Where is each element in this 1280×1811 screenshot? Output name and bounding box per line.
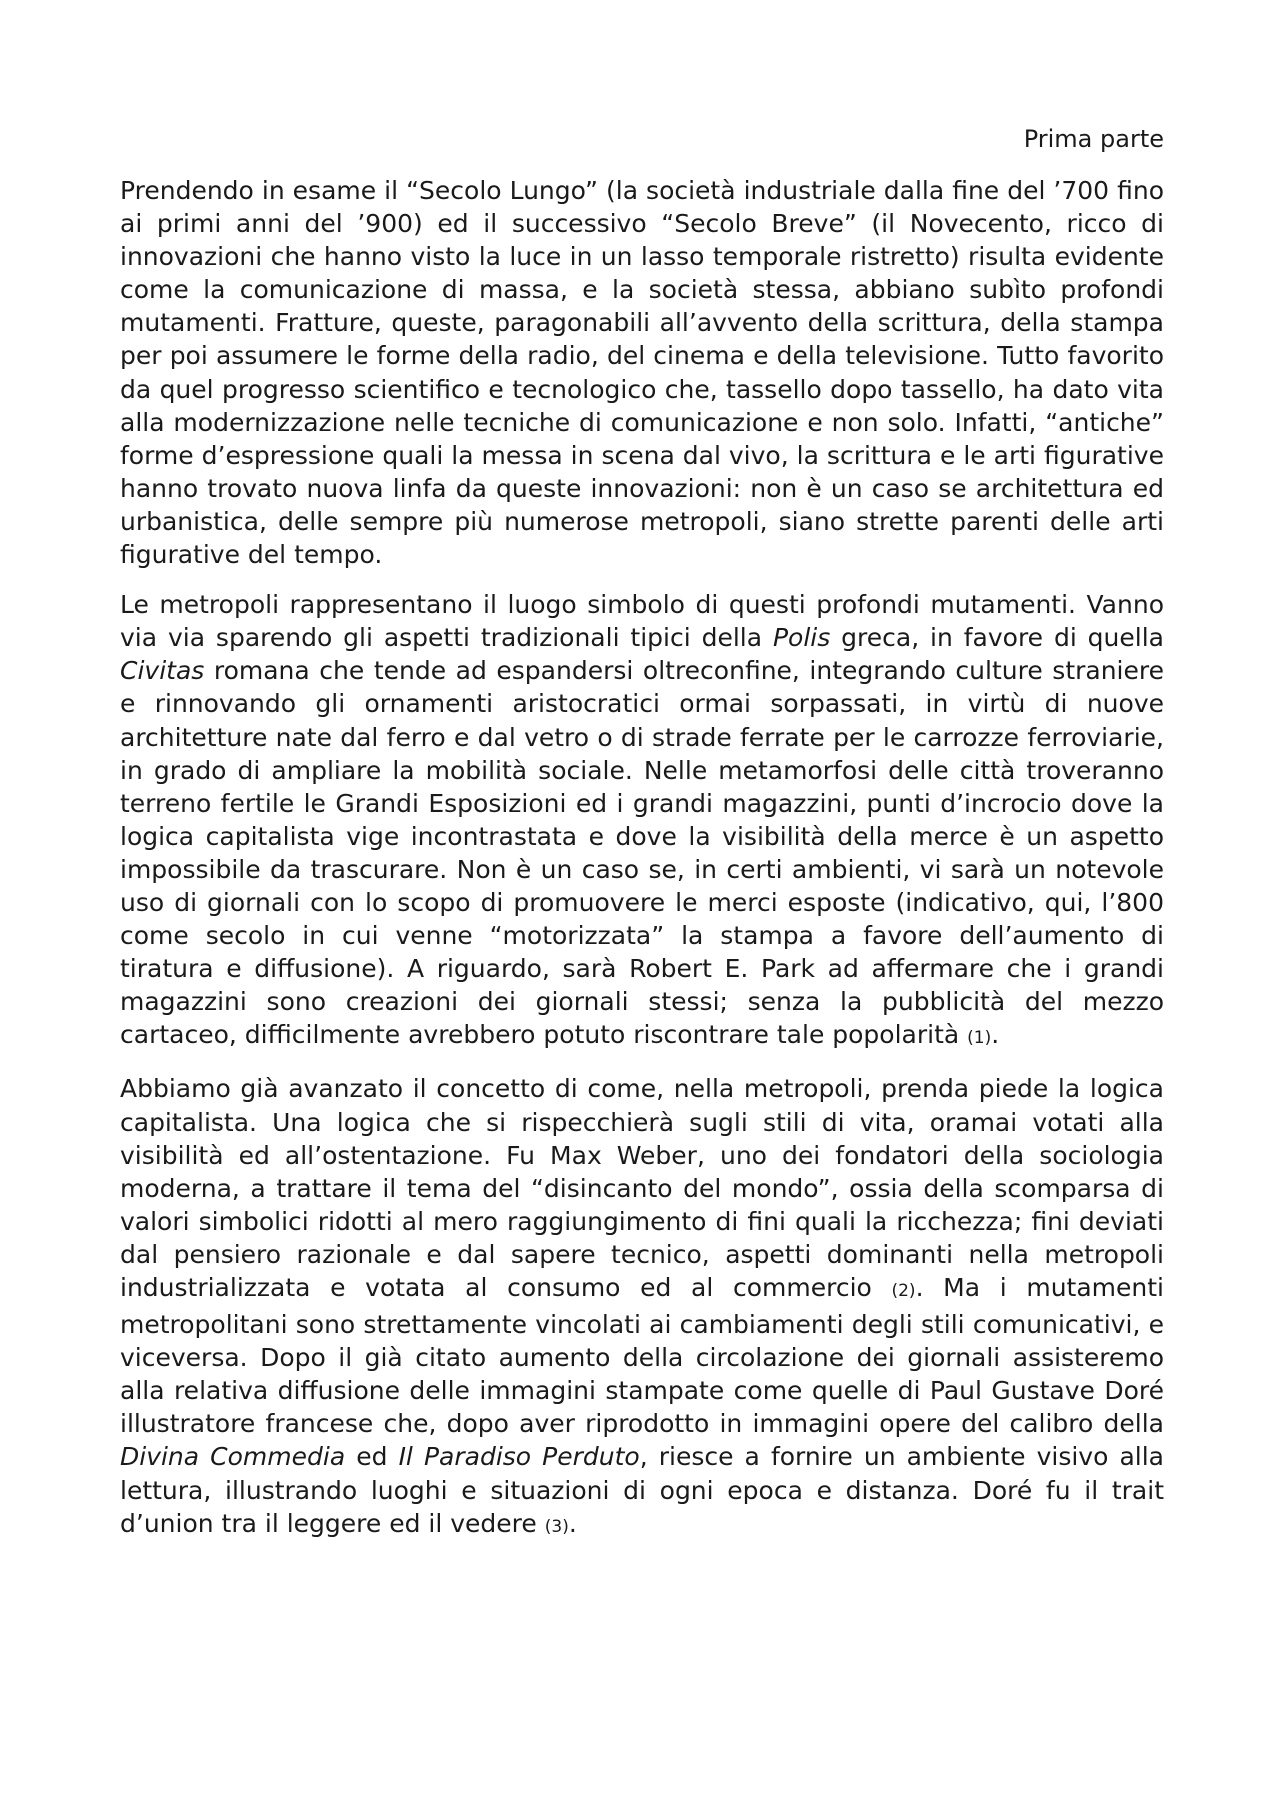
footnote-reference: (3) (544, 1516, 569, 1537)
text-run: Abbiamo già avanzato il concetto di come, nella metropoli, prenda piede la logica capitalista. Una logica che si rispecchierà sugli stili di vita, oramai votati alla visibilità ed all’ostentazione. Fu Max Weber, uno dei fondatori della sociologia moderna, a trattare il tema del “disincanto del mondo”, ossia della scomparsa di valori simbolici ridotti al mero raggiungimento di fini quali la ricchezza; fini deviati dal pensiero razionale e dal sapere tecnico, aspetti dominanti nella metropoli industrializzata e votata al consumo ed al commercio (120, 1074, 1164, 1302)
text-run: Le metropoli rappresentano il luogo simbolo di questi profondi mutamenti. Vanno via via sparendo gli aspetti tradizionali tipici della (120, 590, 1164, 653)
text-run: romana che tende ad espandersi oltreconfine, integrando culture straniere e rinnovando gli ornamenti aristocratici ormai sorpassati, in virtù di nuove architetture nate dal ferro e dal vetro o di strade ferrate per le carrozze ferroviarie, in grado di ampliare la mobilità sociale. Nelle metamorfosi delle città troveranno terreno fertile le Grandi Esposizioni ed i grandi magazzini, punti d’incrocio dove la logica capitalista vige incontrastata e dove la visibilità della merce è un aspetto impossibile da trascurare. Non è un caso se, in certi ambienti, vi sarà un notevole uso di giornali con lo scopo di promuovere le merci esposte (indicativo, qui, l’800 come secolo in cui venne “motorizzata” la stampa a favore dell’aumento di tiratura e diffusione). A riguardo, sarà Robert E. Park ad affermare che i grandi magazzini sono creazioni dei giornali stessi; senza la pubblicità del mezzo cartaceo, difficilmente avrebbero potuto riscontrare tale popolarità (120, 656, 1164, 1050)
text-run: . Ma i mutamenti metropolitani sono strettamente vincolati ai cambiamenti degli stili comunicativi, e viceversa. Dopo il già citato aumento della circolazione dei giornali assisteremo alla relativa diffusione delle immagini stampate come quelle di Paul Gustave Doré illustratore francese che, dopo aver riprodotto in immagini opere del calibro della (120, 1273, 1164, 1439)
text-run: ed (345, 1442, 399, 1472)
italic-text: Polis (772, 623, 831, 653)
paragraph-1 (120, 174, 1164, 571)
document-body (120, 174, 1164, 1561)
text-run: . (991, 1020, 1000, 1050)
italic-text: Civitas (120, 656, 205, 686)
text-run: greca, in favore di quella (830, 623, 1164, 653)
footnote-reference: (2) (891, 1281, 916, 1301)
text-run: , riesce a fornire un ambiente visivo alla lettura, illustrando luoghi e situazioni di ogni epoca e distanza. Doré fu il trait d’union tra il leggere ed il vedere (120, 1442, 1164, 1538)
section-header: Prima parte (1023, 125, 1164, 153)
italic-text: Divina Commedia (120, 1442, 346, 1472)
footnote-reference: (1) (967, 1028, 992, 1049)
text-run: Prendendo in esame il “Secolo Lungo” (la società industriale dalla fine del ’700 fino ai primi anni del ’900) ed il successivo “Secolo Breve” (il Novecento, ricco di innovazioni che hanno visto la luce in un lasso temporale ristretto) risulta evidente come la comunicazione di massa, e la società stessa, abbiano subìto profondi mutamenti. Fratture, queste, paragonabili all’avvento della scrittura, della stampa per poi assumere le forme della radio, del cinema e della televisione. Tutto favorito da quel progresso scientifico e tecnologico che, tassello dopo tassello, ha dato vita alla modernizzazione nelle tecniche di comunicazione e non solo. Infatti, “antiche” forme d’espressione quali la messa in scena dal vivo, la scrittura e le arti figurative hanno trovato nuova linfa da queste innovazioni: non è un caso se architettura ed urbanistica, delle sempre più numerose metropoli, siano strette parenti delle arti figurative del tempo. (120, 176, 1164, 570)
paragraph-3 (120, 1072, 1164, 1543)
paragraph-2 (120, 588, 1164, 1055)
text-run: . (568, 1508, 577, 1538)
italic-text: Il Paradiso Perduto (398, 1442, 640, 1472)
